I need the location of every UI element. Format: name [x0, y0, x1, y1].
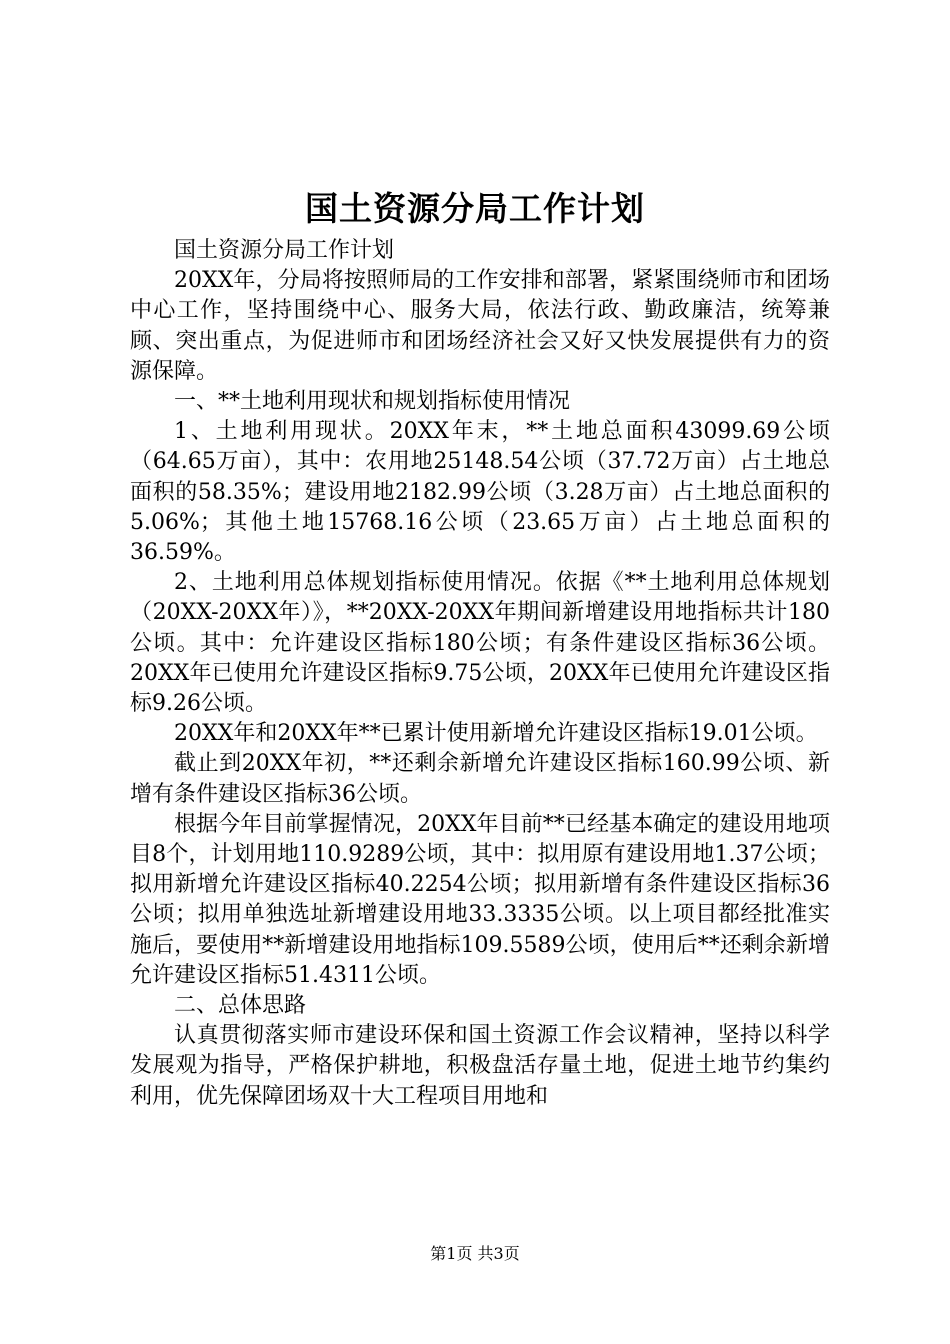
section-heading: 二、总体思路 [174, 993, 307, 1019]
paragraph: 认真贯彻落实师市建设环保和国土资源工作会议精神，坚持以科学发展观为指导，严格保护耕地，积极盘活存量土地，促进土地节约集约利用，优先保障团场双十大工程项目用地和 [130, 1023, 830, 1109]
paragraph: 根据今年目前掌握情况，20XX年目前**已经基本确定的建设用地项目8个，计划用地110.9289公顷，其中：拟用原有建设用地1.37公顷；拟用新增允许建设区指标40.2254公顷；拟用新增有条件建设区指标36公顷；拟用单独选址新增建设用地33.3335公顷。以上项目都经批准实施后，要使用**新增建设用地指标109.5589公顷，使用后**还剩余新增允许建设区指标51.4311公顷。 [130, 811, 830, 988]
paragraph: 20XX年和20XX年**已累计使用新增允许建设区指标19.01公顷。 [174, 721, 818, 747]
page-footer: 第1页 共3页 [430, 1244, 520, 1263]
paragraph: 2、土地利用总体规划指标使用情况。依据《**土地利用总体规划（20XX-20XX年）》，**20XX-20XX年期间新增建设用地指标共计180公顷。其中：允许建设区指标180公顷；有条件建设区指标36公顷。20XX年已使用允许建设区指标9.75公顷，20XX年已使用允许建设区指标9.26公顷。 [130, 570, 830, 717]
paragraph: 20XX年，分局将按照师局的工作安排和部署，紧紧围绕师市和团场中心工作，坚持围绕中心、服务大局，依法行政、勤政廉洁，统筹兼顾、突出重点，为促进师市和团场经济社会又好又快发展提供有力的资源保障。 [130, 268, 830, 384]
section-heading: 一、**土地利用现状和规划指标使用情况 [174, 389, 571, 415]
document-title: 国土资源分局工作计划 [305, 189, 645, 228]
paragraph: 1、土地利用现状。20XX年末，**土地总面积43099.69公顷（64.65万亩），其中：农用地25148.54公顷（37.72万亩）占土地总面积的58.35%；建设用地2182.99公顷（3.28万亩）占土地总面积的5.06%；其他土地15768.16公顷（23.65万亩）占土地总面积的36.59%。 [130, 419, 830, 566]
document-body [130, 236, 830, 1112]
paragraph: 国土资源分局工作计划 [174, 238, 395, 263]
paragraph: 截止到20XX年初，**还剩余新增允许建设区指标160.99公顷、新增有条件建设区指标36公顷。 [130, 751, 830, 807]
